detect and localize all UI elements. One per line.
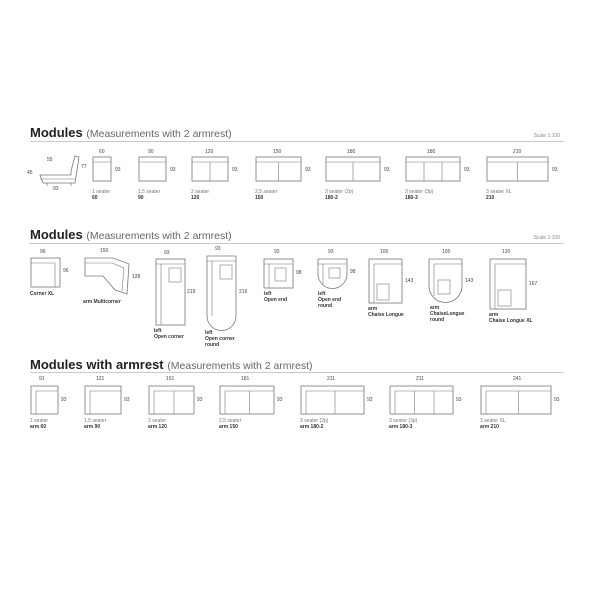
- module-arm-210[interactable]: [480, 377, 565, 437]
- module-name: 1 seater: [30, 418, 49, 424]
- module-corner-xl[interactable]: [30, 250, 80, 305]
- module-caption: [84, 418, 106, 430]
- module-chaise-longue[interactable]: [368, 250, 423, 325]
- module-code: arm 180-2: [300, 424, 324, 430]
- module-arm-180-3[interactable]: [389, 377, 469, 437]
- module-width-dim: 121: [96, 376, 105, 382]
- module-depth-dim: 93: [197, 397, 203, 403]
- module-name: 3 seater (3p): [405, 189, 434, 195]
- module-label-2: Open corner: [205, 336, 235, 342]
- module-depth-dim: 93: [384, 167, 390, 173]
- module-label-2: Open corner: [154, 334, 184, 340]
- module-name: 2 seater: [148, 418, 167, 424]
- module-label-3: round: [430, 317, 445, 323]
- module-caption: [368, 306, 404, 318]
- module-width-dim: 211: [416, 376, 424, 382]
- module-label-2: Open end: [318, 297, 342, 303]
- module-width-dim: 93: [215, 246, 221, 252]
- module-120[interactable]: [191, 150, 246, 205]
- module-multicorner[interactable]: [83, 248, 158, 313]
- module-caption: [205, 330, 235, 348]
- module-width-dim: 105: [442, 249, 451, 255]
- module-caption: [486, 189, 512, 201]
- module-180-3[interactable]: [405, 150, 480, 205]
- module-width-dim: 120: [502, 249, 511, 255]
- module-caption: [92, 189, 110, 201]
- module-code: arm 90: [84, 424, 101, 430]
- module-open-end[interactable]: [262, 250, 312, 310]
- module-caption: [480, 418, 506, 430]
- module-depth-dim: 96: [63, 268, 69, 274]
- module-depth-dim: 143: [405, 278, 414, 284]
- module-arm-60[interactable]: [30, 377, 75, 437]
- module-code: arm 60: [30, 424, 47, 430]
- module-depth-dim: 93: [232, 167, 238, 173]
- module-caption: [191, 189, 209, 201]
- module-180-2[interactable]: [325, 150, 400, 205]
- module-code: 210: [486, 195, 495, 201]
- module-chaise-longue-round[interactable]: [428, 250, 483, 330]
- module-depth-dim: 93: [277, 397, 283, 403]
- back-height-dim: 77: [81, 164, 87, 170]
- module-caption: [318, 291, 341, 309]
- module-code: 180-2: [325, 195, 338, 201]
- section-title-sub: (Measurements with 2 armrest): [86, 128, 232, 140]
- module-caption: [489, 312, 533, 324]
- module-plan-icon: [389, 377, 459, 417]
- module-plan-icon: [219, 377, 279, 417]
- module-label-1: arm: [430, 305, 440, 311]
- module-caption: [430, 305, 464, 323]
- module-arm-90[interactable]: [84, 377, 134, 437]
- module-90[interactable]: [138, 150, 188, 205]
- module-depth-dim: 93: [367, 397, 373, 403]
- module-width-dim: 181: [241, 376, 250, 382]
- module-label-2: Chaise Longue XL: [489, 318, 533, 324]
- module-width-dim: 180: [347, 149, 356, 155]
- module-label-1: Corner XL: [30, 291, 55, 297]
- module-label-2: ChaiseLongue: [430, 311, 465, 317]
- section-divider: [30, 243, 564, 244]
- section-title-modules-2: [30, 227, 232, 242]
- module-arm-150[interactable]: [219, 377, 289, 437]
- module-depth-dim: 98: [350, 269, 356, 275]
- module-width-dim: 180: [427, 149, 436, 155]
- module-width-dim: 93: [274, 249, 280, 255]
- module-caption: [325, 189, 353, 201]
- module-depth-dim: 128: [132, 274, 141, 280]
- module-width-dim: 120: [205, 149, 214, 155]
- scale-label: Scale 1:100: [533, 133, 560, 139]
- module-plan-icon: [92, 150, 132, 190]
- module-code: arm 120: [148, 424, 167, 430]
- module-depth-dim: 93: [115, 167, 121, 173]
- module-caption: [30, 291, 54, 297]
- module-depth-dim: 93: [554, 397, 560, 403]
- module-width-dim: 90: [148, 149, 154, 155]
- module-name: 3 seater (2p): [300, 418, 329, 424]
- module-name: 3 seater (3p): [389, 418, 418, 424]
- section-title-bold: Modules with armrest: [30, 357, 164, 372]
- module-caption: [138, 189, 160, 201]
- side-profile-drawing: [27, 153, 87, 193]
- module-width-dim: 96: [40, 249, 46, 255]
- module-name: 2,5 seater: [219, 418, 242, 424]
- multicorner-plan-icon: [83, 248, 143, 298]
- seat-depth-dim: 55: [47, 157, 53, 163]
- module-plan-icon: [84, 377, 129, 417]
- module-depth-dim: 93: [61, 397, 67, 403]
- module-width-dim: 150: [100, 248, 109, 254]
- total-depth-dim: 93: [53, 186, 59, 192]
- module-label-1: arm: [368, 306, 378, 312]
- sofa-side-profile-icon: [35, 153, 85, 193]
- module-code: 180-3: [405, 195, 418, 201]
- module-60[interactable]: [92, 150, 132, 205]
- module-caption: [219, 418, 241, 430]
- module-caption: [148, 418, 167, 430]
- module-width-dim: 241: [513, 376, 522, 382]
- module-label-1: arm: [489, 312, 499, 318]
- module-depth-dim: 143: [465, 278, 474, 284]
- module-plan-icon: [300, 377, 370, 417]
- module-210[interactable]: [486, 150, 566, 205]
- module-label-3: round: [205, 342, 220, 348]
- module-caption: [264, 291, 287, 303]
- module-open-corner[interactable]: [152, 248, 202, 343]
- module-label-3: round: [318, 303, 333, 309]
- section-title-sub: (Measurements with 2 armrest): [86, 230, 232, 242]
- module-caption: [389, 418, 417, 430]
- section-title-sub: (Measurements with 2 armrest): [167, 360, 313, 372]
- module-width-dim: 60: [99, 149, 105, 155]
- module-depth-dim: 93: [456, 397, 462, 403]
- module-depth-dim: 167: [529, 281, 538, 287]
- module-caption: [30, 418, 48, 430]
- module-label-2: Chaise Longue: [368, 312, 404, 318]
- module-depth-dim: 93: [170, 167, 176, 173]
- chaise-longue-xl-plan-icon: [489, 250, 534, 315]
- module-width-dim: 210: [513, 149, 522, 155]
- module-plan-icon: [480, 377, 555, 417]
- module-code: 150: [255, 195, 264, 201]
- section-title-modules-with-armrest: [30, 357, 313, 372]
- module-caption: [405, 189, 433, 201]
- module-name: 1,5 seater: [84, 418, 107, 424]
- module-code: 90: [138, 195, 144, 201]
- module-width-dim: 211: [327, 376, 335, 382]
- module-width-dim: 91: [39, 376, 45, 382]
- module-width-dim: 150: [273, 149, 282, 155]
- module-depth-dim: 219: [187, 289, 196, 295]
- module-arm-120[interactable]: [148, 377, 208, 437]
- module-label-1: left: [154, 328, 162, 334]
- module-name: 2,5 seater: [255, 189, 278, 195]
- open-corner-round-plan-icon: [203, 246, 243, 330]
- module-label-2: Open end: [264, 297, 288, 303]
- module-name: 3 seater XL: [480, 418, 506, 424]
- module-arm-180-2[interactable]: [300, 377, 380, 437]
- module-name: 1,5 seater: [138, 189, 161, 195]
- module-depth-dim: 98: [296, 270, 302, 276]
- section-title-bold: Modules: [30, 227, 83, 242]
- module-name: 3 seater (2p): [325, 189, 354, 195]
- module-code: arm 150: [219, 424, 238, 430]
- module-width-dim: 93: [328, 249, 334, 255]
- module-name: 2 seater: [191, 189, 210, 195]
- module-caption: [300, 418, 328, 430]
- module-caption: [83, 299, 121, 305]
- module-width-dim: 151: [166, 376, 175, 382]
- module-depth-dim: 93: [464, 167, 470, 173]
- section-divider: [30, 372, 564, 373]
- seat-height-dim: 45: [27, 170, 33, 176]
- module-150[interactable]: [255, 150, 320, 205]
- module-width-dim: 93: [164, 250, 170, 256]
- module-open-end-round[interactable]: [316, 250, 366, 315]
- module-code: arm 210: [480, 424, 499, 430]
- module-name: 3 seater XL: [486, 189, 512, 195]
- module-name: 1 seater: [92, 189, 111, 195]
- section-title-bold: Modules: [30, 125, 83, 140]
- module-label-1: left: [318, 291, 326, 297]
- module-caption: [154, 328, 184, 340]
- open-corner-plan-icon: [152, 248, 192, 328]
- module-plan-icon: [148, 377, 198, 417]
- module-label-1: arm Multicorner: [83, 299, 121, 305]
- module-depth-dim: 219: [239, 289, 248, 295]
- module-caption: [255, 189, 277, 201]
- module-plan-icon: [486, 150, 556, 190]
- section-title-modules: [30, 125, 232, 140]
- module-label-1: left: [205, 330, 213, 336]
- module-label-1: left: [264, 291, 272, 297]
- section-divider: [30, 141, 564, 142]
- module-chaise-longue-xl[interactable]: [489, 250, 559, 330]
- scale-label: Scale 1:100: [533, 235, 560, 241]
- module-open-corner-round[interactable]: [203, 246, 258, 346]
- module-depth-dim: 93: [305, 167, 311, 173]
- module-code: 60: [92, 195, 98, 201]
- module-code: arm 180-3: [389, 424, 413, 430]
- module-depth-dim: 93: [552, 167, 558, 173]
- module-width-dim: 105: [380, 249, 389, 255]
- module-code: 120: [191, 195, 200, 201]
- module-depth-dim: 93: [124, 397, 130, 403]
